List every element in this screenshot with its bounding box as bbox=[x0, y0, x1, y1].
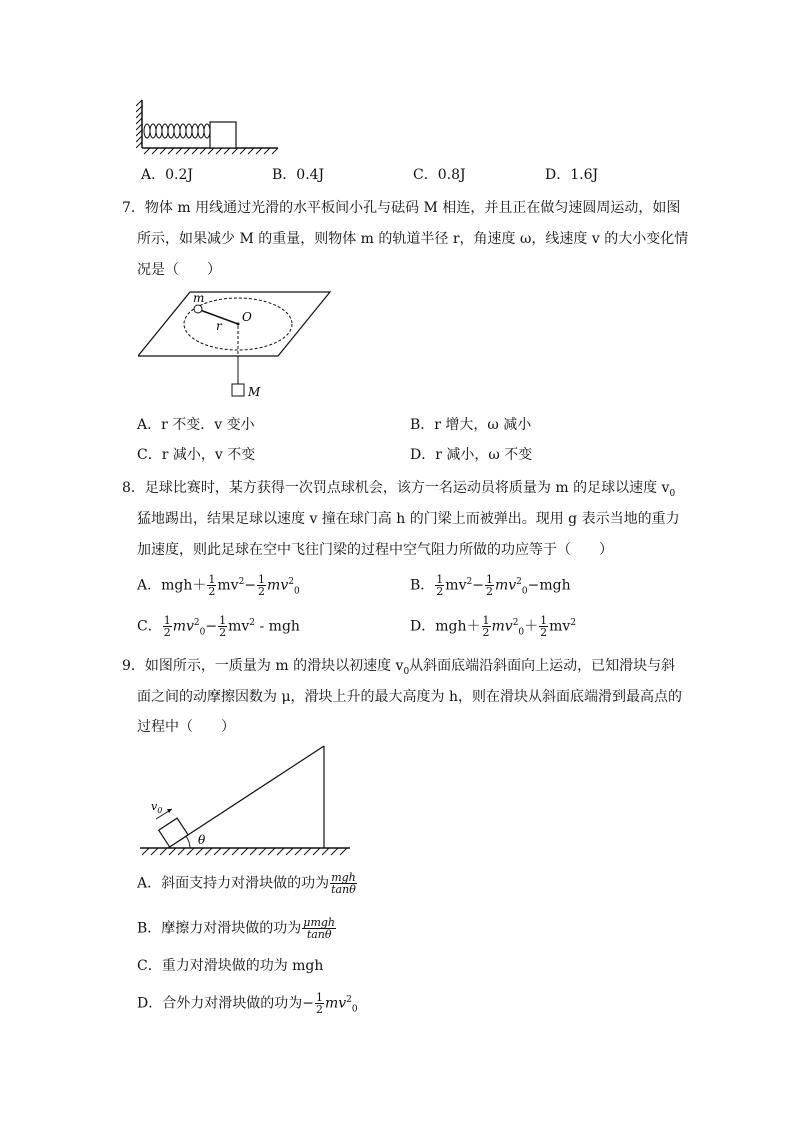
q9-stem-line-1: 9．如图所示，一质量为 m 的滑块以初速度 $v_0$从斜面底端沿斜面向上运动，已知滑块与斜 bbox=[122, 658, 676, 677]
fig9-label-theta: θ bbox=[198, 833, 206, 847]
q7-option-d: D．r 减小，ω 不变 bbox=[410, 447, 533, 463]
incline-figure bbox=[138, 742, 358, 858]
q6-option-b: B．0.4J bbox=[272, 167, 325, 183]
q9-option-d: D．合外力对滑块做的功为− $\frac{1}{2}$ $mv^2_0$ bbox=[137, 991, 358, 1017]
spring-block-figure bbox=[136, 98, 282, 156]
q7-option-c: C．r 减小，v 不变 bbox=[137, 447, 256, 463]
circular-motion-figure bbox=[138, 288, 338, 400]
q6-option-c: C．0.8J bbox=[413, 167, 466, 183]
fig7-label-m: m bbox=[193, 291, 205, 305]
q8-stem-line-3: 加速度，则此足球在空中飞往门梁的过程中空气阻力所做的功应等于（ ） bbox=[137, 542, 613, 558]
q7-stem-line-1: 7．物体 m 用线通过光滑的水平板间小孔与砝码 M 相连，并且正在做匀速圆周运动，如图 bbox=[122, 200, 681, 216]
q7-stem-line-2: 所示，如果减少 M 的重量，则物体 m 的轨道半径 r，角速度 ω，线速度 v 的大小变化情 bbox=[137, 231, 689, 247]
fig7-label-big-m: M bbox=[248, 385, 261, 399]
q9-option-c: C．重力对滑块做的功为 mgh bbox=[137, 958, 324, 974]
q9-stem-line-2: 面之间的动摩擦因数为 μ，滑块上升的最大高度为 h，则在滑块从斜面底端滑到最高点的 bbox=[137, 689, 683, 705]
q6-option-a: A．0.2J bbox=[141, 167, 193, 183]
q8-option-a: A．mgh＋ $\frac{1}{2}$ $mv^2-$ $\frac{1}{2}$ $mv^2_0$ bbox=[137, 573, 300, 599]
fig9-label-v0: $v_0$ bbox=[151, 800, 163, 815]
q8-option-d: D．mgh＋ $\frac{1}{2}$ $mv^2_0+$ $\frac{1}{2}$ $mv^2$ bbox=[410, 614, 577, 640]
fig7-label-o: O bbox=[242, 310, 252, 324]
q8-stem-line-2: 猛地踢出，结果足球以速度 v 撞在球门高 h 的门梁上而被弹出。现用 g 表示当地的重力 bbox=[137, 511, 680, 527]
q8-stem-line-1: 8．足球比赛时，某方获得一次罚点球机会，该方一名运动员将质量为 m 的足球以速度 $v_0$ bbox=[122, 480, 676, 499]
q7-option-a: A．r 不变．v 变小 bbox=[137, 417, 255, 433]
q9-stem-line-3: 过程中（ ） bbox=[137, 719, 235, 735]
q7-stem-line-3: 况是（ ） bbox=[137, 262, 221, 278]
fig7-label-r: r bbox=[216, 319, 222, 333]
q9-option-b: B．摩擦力对滑块做的功为 $\frac{\text{μmgh}}{\tan\theta}$ bbox=[137, 916, 336, 941]
q6-option-d: D．1.6J bbox=[545, 167, 599, 183]
q8-option-b: B． $\frac{1}{2}$ $mv^2-$ $\frac{1}{2}$ $mv^2_0-mgh$ bbox=[410, 573, 571, 599]
q7-option-b: B．r 增大，ω 减小 bbox=[410, 417, 532, 433]
q8-option-c: C． $\frac{1}{2}$ $mv^2_0-$ $\frac{1}{2}$ $mv^2$ - mgh bbox=[137, 614, 300, 640]
q9-option-a: A．斜面支持力对滑块做的功为 $\frac{\text{mgh}}{\tan\theta}$ bbox=[137, 871, 356, 896]
